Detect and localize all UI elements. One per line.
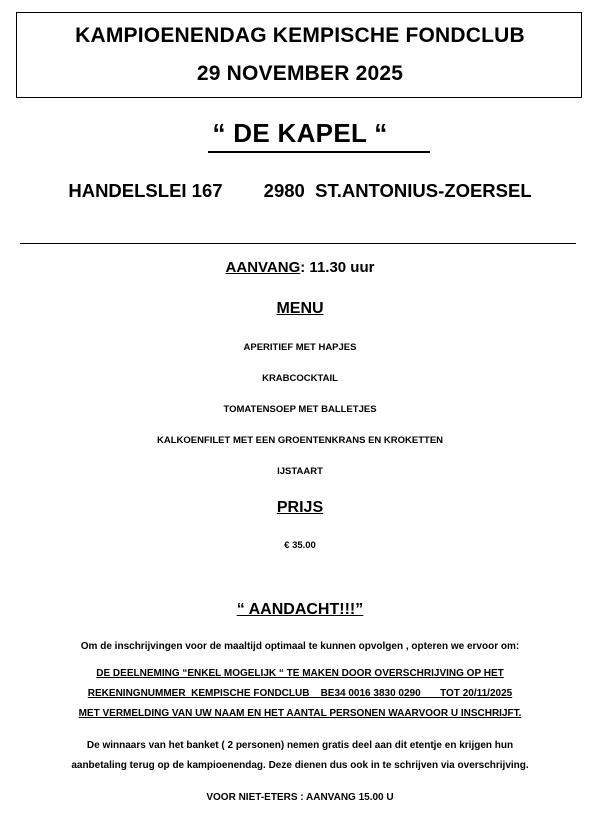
winners-line: De winnaars van het banket ( 2 personen) nemen gratis deel aan dit etentje en krijgen hun bbox=[86, 740, 514, 751]
venue-name: “ DE KAPEL “ bbox=[212, 118, 388, 148]
attention-heading: “ AANDACHT!!!” bbox=[236, 601, 364, 618]
instruction-line: MET VERMELDING VAN UW NAAM EN HET AANTAL PERSONEN WAARVOOR U INSCHRIJFT. bbox=[78, 708, 522, 719]
price-heading: PRIJS bbox=[276, 499, 324, 516]
start-label: AANVANG bbox=[225, 259, 301, 276]
event-title: KAMPIOENENDAG KEMPISCHE FONDCLUB bbox=[75, 24, 525, 47]
menu-item: IJSTAART bbox=[277, 466, 323, 477]
menu-heading: MENU bbox=[276, 300, 324, 317]
menu-item: TOMATENSOEP MET BALLETJES bbox=[223, 404, 377, 415]
attention-intro: Om de inschrijvingen voor de maaltijd optimaal te kunnen opvolgen , opteren we ervoor om: bbox=[80, 641, 520, 652]
price-value: € 35.00 bbox=[284, 540, 316, 551]
section-divider bbox=[20, 243, 576, 244]
winners-line: aanbetaling terug op de kampioenendag. Deze dienen dus ook in te schrijven via overschrijving. bbox=[71, 760, 529, 771]
menu-item: KRABCOCKTAIL bbox=[262, 373, 338, 384]
menu-item: APERITIEF MET HAPJES bbox=[243, 342, 357, 353]
instruction-line: DE DEELNEMING “ENKEL MOGELIJK “ TE MAKEN DOOR OVERSCHRIJVING OP HET bbox=[96, 668, 504, 679]
event-date: 29 NOVEMBER 2025 bbox=[196, 62, 404, 85]
non-eaters-note: VOOR NIET-ETERS : AANVANG 15.00 U bbox=[206, 792, 394, 803]
start-time bbox=[0, 259, 600, 276]
instruction-line: REKENINGNUMMER KEMPISCHE FONDCLUB BE34 0016 3830 0290 TOT 20/11/2025 bbox=[87, 688, 513, 699]
venue-address: HANDELSLEI 167 2980 ST.ANTONIUS-ZOERSEL bbox=[68, 180, 532, 201]
start-value: : 11.30 uur bbox=[300, 259, 375, 276]
venue-underline bbox=[208, 151, 430, 153]
menu-item: KALKOENFILET MET EEN GROENTENKRANS EN KROKETTEN bbox=[156, 435, 444, 446]
